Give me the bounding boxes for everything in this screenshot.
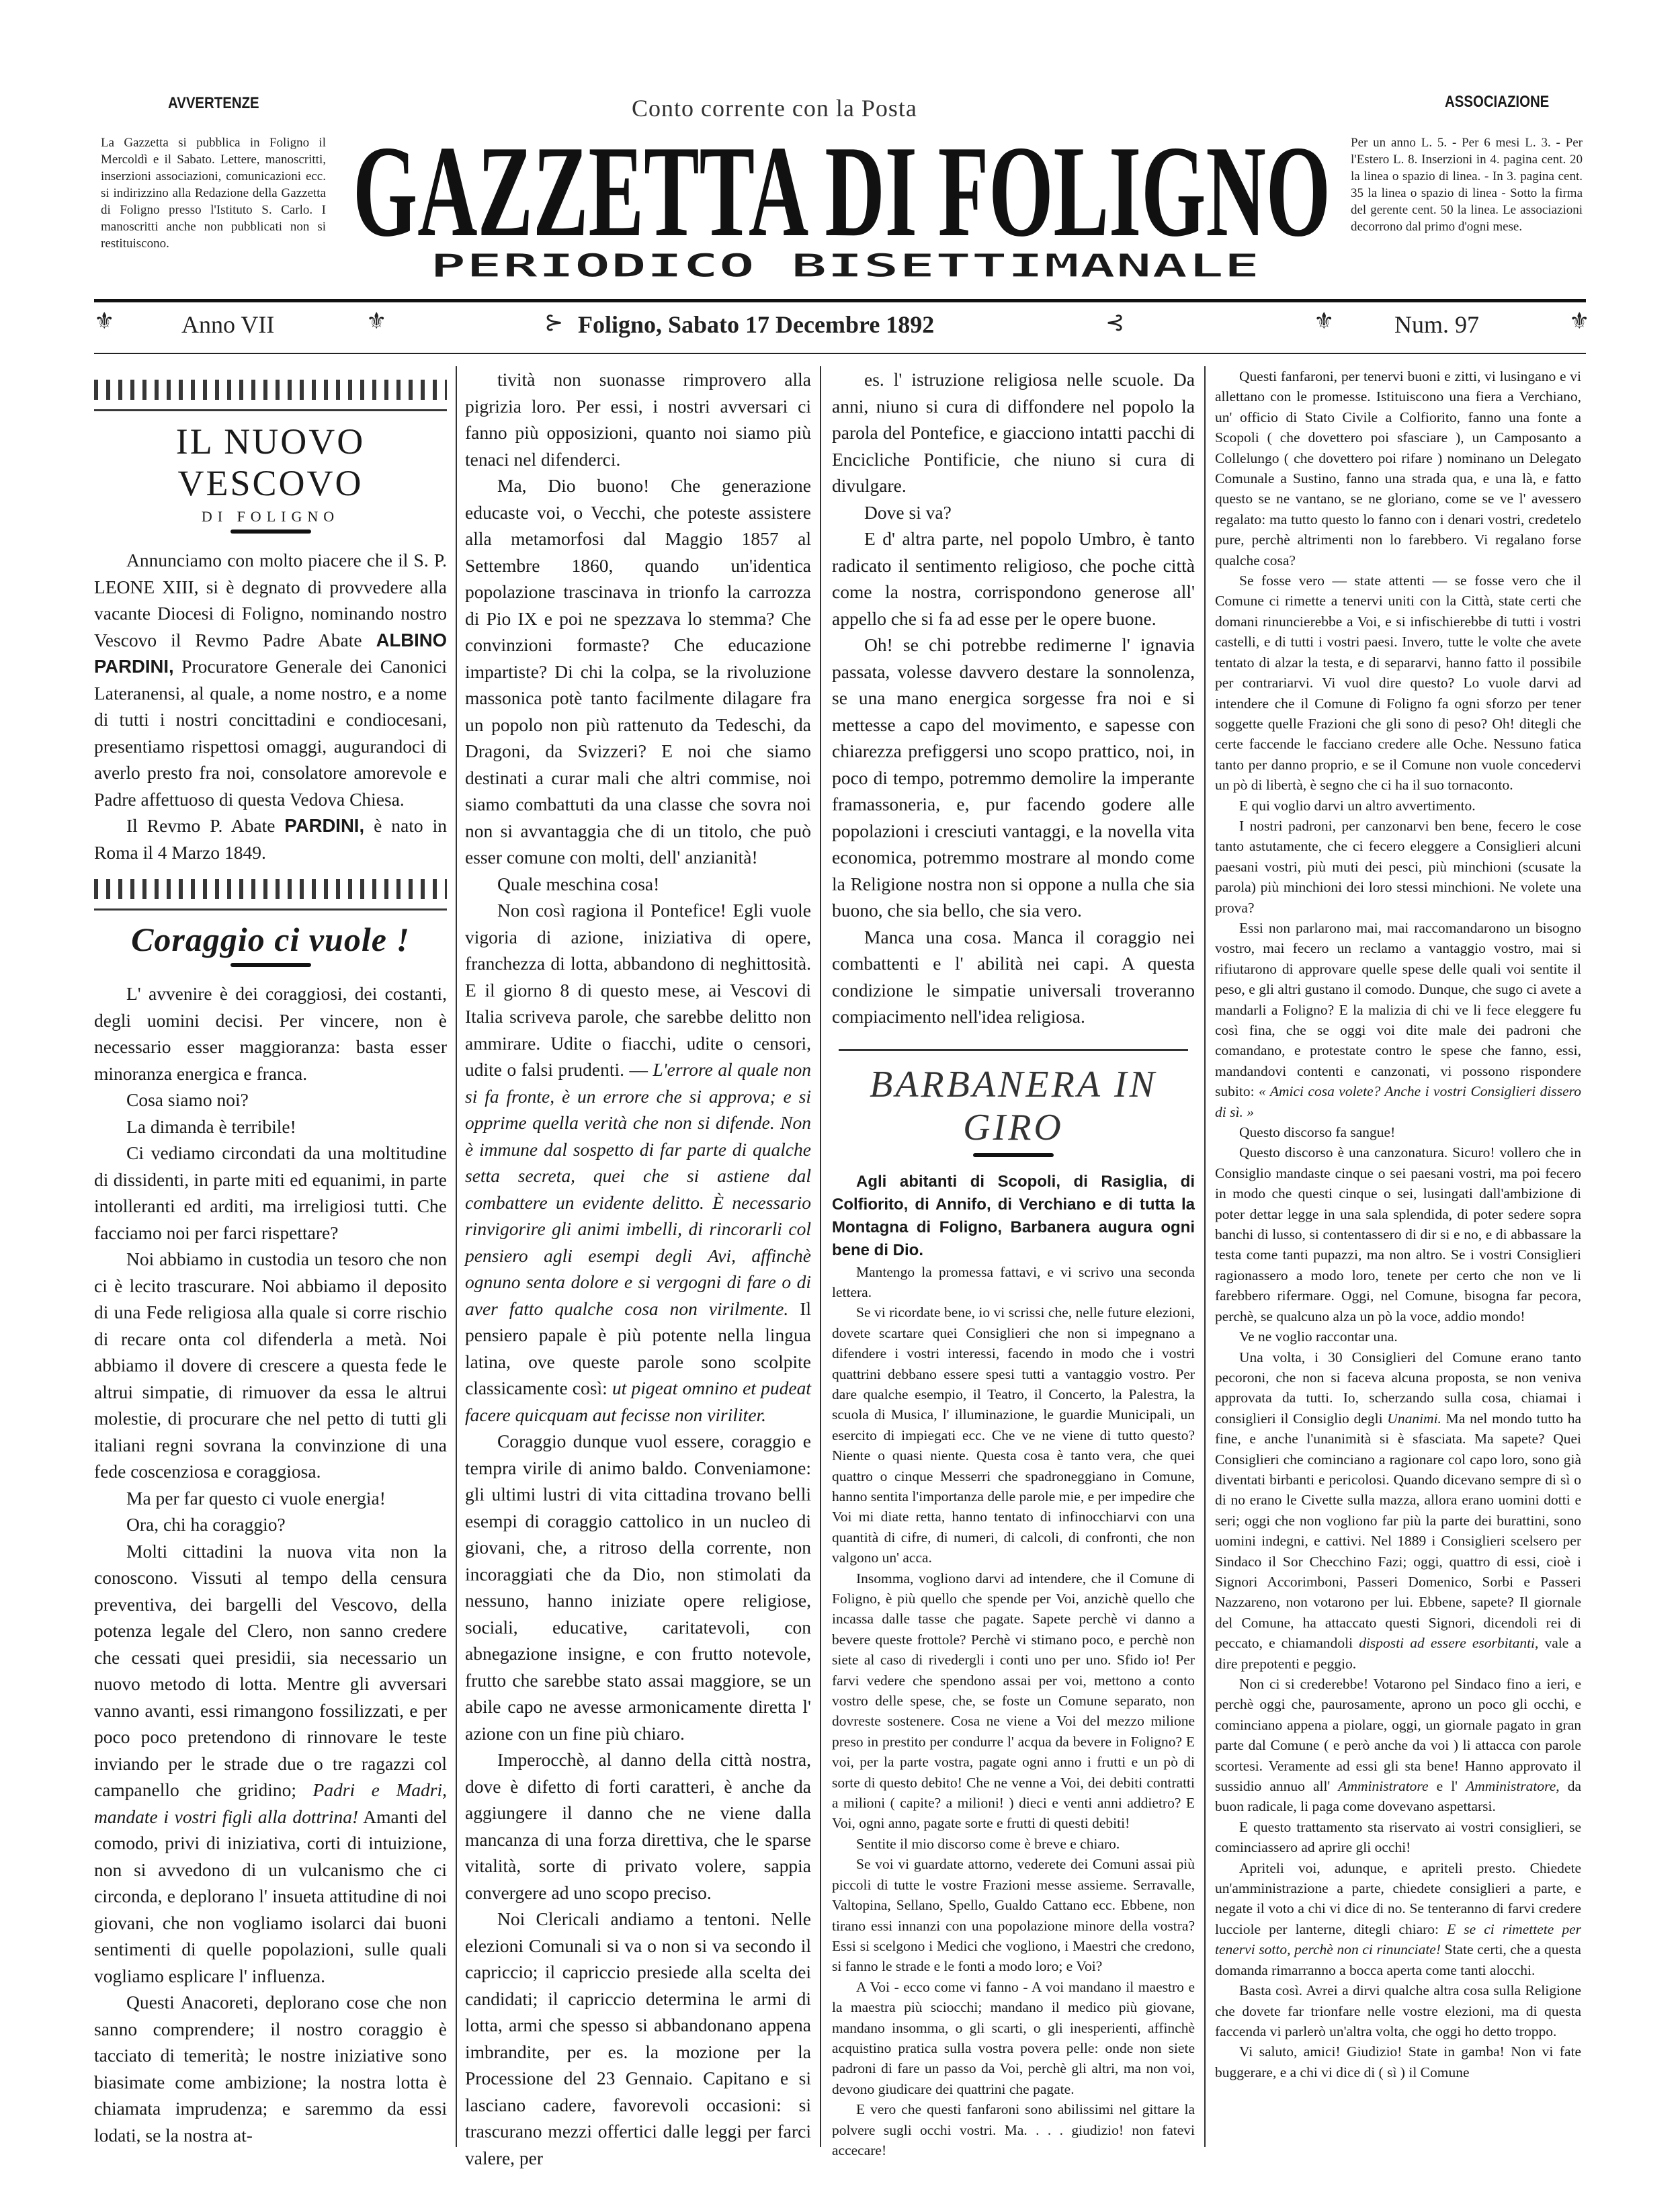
column-separator xyxy=(820,366,821,2147)
paragraph xyxy=(832,1262,1195,1303)
paragraph xyxy=(94,1538,447,1990)
text-run: da buon radicale, li paga come dovevano aspettarsi. xyxy=(1215,1778,1581,1815)
text-run: è nato in Roma il 4 Marzo 1849. xyxy=(94,815,447,863)
text-run: Noi abbiamo in custodia un tesoro che non ci è lecito trascurare. Noi abbiamo il deposito di una Fede religiosa alla quale si corre rischio di recare onta col difenderla a metà. Noi abbiamo il dovere di crescere a questa fede le altrui simpatie, di rimuover da essa le altrui molestie, di procurare che nel petto di tutti gli italiani regni sovrana la convinzione di una fede coscenziosa e coraggiosa. xyxy=(94,1249,447,1482)
column-3 xyxy=(832,366,1195,2158)
paragraph xyxy=(1215,1980,1581,2041)
italic-text-run: Unanimi. xyxy=(1387,1410,1441,1427)
text-run: Se fosse vero — state attenti — se fosse vero che il Comune ci rimette a tenervi uniti con la Città, state certi che domani rinuncierebbe a Voi, e si infischierebbe di tutti i vostri castelli, e di tutti i vostri paesi. Invero, tutte le volte che avete tentato di alzar la testa, e di separarvi, hanno fatto il possibile per contrariarvi. Vi vuol dire questo? Lo vuole darvi ad intendere che il Comune di Foligno fa ogni sforzo per tener soggette quelle Frazioni che gli sono di peso? Oh! ditegli che certe faccende le facciano credere alle Oche. Nessuno fatica tanto per danno proprio, e se il Comune non vuole concedervi un pò di libertà, è segno che ci ha il suo tornaconto. xyxy=(1215,573,1581,794)
text-run: Ma nel mondo tutto ha fine, e anche l'unanimità si è sfasciata. Ma sapete? Quei Consiglieri che cominciano a ragionare col capo loro, sono già diventati birbanti e pericolosi. Quando dicevano sempre di sì o di no erano le Civette sulla mazza, allora erano uomini dotti e seri; oggi che non vogliono far più la parte dei burattini, sono uomini indegni, e cattivi. Nel 1889 i Consiglieri scelsero per Sindaco il Sor Checchino Fazi; oggi, quattro di essi, cioè i Signori Accorimboni, Passeri Domenico, Sorbi e Passeri Nazzareno, non votarono per lui. Ebbene, sapete? Il giornale del Comune, ha attaccato questi Signori, dicendoli rei di peccato, e chiamandoli xyxy=(1215,1410,1581,1652)
text-run: A Voi - ecco come vi fanno - A voi mandano il maestro e la maestra più sciocchi; mandano il medico più giovane, mandano insomma, o gli scarti, o gli inesperienti, affinchè acquistino pratica sulla vostra povera pelle: onde non siete padroni di fare un passo da Voi, perchè gli altri, ma non voi, devono giudicare dei quattrini che pagate. xyxy=(832,1978,1195,2097)
fleuron-icon: ⚜ xyxy=(1569,309,1590,334)
paragraph xyxy=(465,897,811,1428)
paragraph xyxy=(1215,816,1581,918)
paragraph xyxy=(1215,1347,1581,1675)
paragraph xyxy=(94,1140,447,1246)
paragraph xyxy=(1215,796,1581,816)
text-run: I nostri padroni, per canzonarvi ben bene, fecero le cose tanto astutamente, che ci fecero eleggere a Consiglieri alcuni paesani vostri, più muti dei pesci, più minchioni (scusate la parola) più minchioni dei loro stessi minchioni. Ne volete una prova? xyxy=(1215,817,1581,916)
paragraph xyxy=(465,1428,811,1746)
text-run: E qui voglio darvi un altro avvertimento. xyxy=(1239,797,1476,814)
paragraph xyxy=(1215,366,1581,570)
paragraph xyxy=(94,1485,447,1512)
conto-corrente-note: Conto corrente con la Posta xyxy=(632,95,917,122)
ornament-border xyxy=(94,879,447,911)
text-run: Oh! se chi potrebbe redimerne l' ignavia passata, volesse davvero destare la sonnolenza, se una mano energica sorgesse fra noi e si mettesse a capo del movimento, e sapesse con chiarezza prefiggersi uno scopo prattico, noi, in poco di tempo, potremmo demolire la imperante framassoneria, e, pur facendo godere alle popolazioni i cresciuti vantaggi, e la novella vita economica, potremmo mostrare al mondo come la Religione nostra non si oppone a nulla che sia buono, che sia bello, che sia vero. xyxy=(832,634,1195,921)
article-headline: BARBANERA IN GIRO xyxy=(870,1063,1157,1148)
paragraph xyxy=(1215,2041,1581,2082)
italic-text-run: ut pigeat omnino et pudeat facere quicquam aut fecisse non viriliter. xyxy=(465,1378,811,1425)
text-run: Sentite il mio discorso come è breve e chiaro. xyxy=(856,1835,1120,1852)
text-run: Insomma, vogliono darvi ad intendere, che il Comune di Foligno, è più quello che spende per Voi, anzichè quello che incassa dalle tasse che pagate. Sapete perchè vi danno a bevere queste frottole? Perchè vi stimano poco, e perchè non siete al caso di rivedergli i conti uno per uno. Sfido io! Per farvi vedere che spendono assai per voi, mettono a conto vostro delle spese, che, se foste un Comune separato, non dovreste sostenere. Cosa ne viene a Voi del mezzo milione preso in prestito per condurre l' acqua da bevere in Foligno? E voi, per la parte vostra, pagate ogni anno i frutti e un pò di sorte di questo debito! Che ne venne a Voi, dei debiti contratti a milioni ( capite? a milioni! ) dieci e venti anni addietro? E Voi, ogni anno, pagate sorte e frutti di questi debiti! xyxy=(832,1570,1195,1832)
paragraph xyxy=(832,1568,1195,1834)
text-run: Apriteli voi, adunque, e apriteli presto. Chiedete un'amministrazione a parte, chiedete consiglieri a parte, e negate il voto a chi vi dice di no. Se tenteranno di farvi credere lucciole per lanterne, ditegli chiaro: xyxy=(1215,1859,1581,1937)
text-run: vale a dire prepotenti e peggio. xyxy=(1215,1635,1581,1672)
paragraph xyxy=(832,924,1195,1030)
dateline: Foligno, Sabato 17 Decembre 1892 xyxy=(578,311,935,338)
paragraph xyxy=(832,2099,1195,2160)
text-run: Questo discorso è una canzonatura. Sicuro! vollero che in Consiglio mandaste cinque o sei paesani vostri, ma poi fecero in modo che questi cinque o sei, lusingati dall'ambizione di poter dettar legge in una sala splendida, di poter sedere sopra banchi di lusso, si contentassero di dir si e no, e di abbassare la testa come tanti pupazzi, ma non altro. Se i vostri Consiglieri ragionassero a modo loro, tenete per certo che non ve li farebbero rifermare. Oggi, nel Comune, bisogna far pecora, perchè, se qualcuno alza un pò la voce, addio mondo! xyxy=(1215,1144,1581,1324)
text-run: E d' altra parte, nel popolo Umbro, è tanto radicato il sentimento religioso, che poche città come la nostra, corrispondono generose all' appello che si fa ad esse per le opere buone. xyxy=(832,528,1195,629)
text-run: Annunciamo con molto piacere che il S. P. LEONE XIII, si è degnato di provvedere alla vacante Diocesi di Foligno, nominando nostro Vescovo il Revmo Padre Abate xyxy=(94,550,447,650)
text-run: Essi non parlarono mai, mai raccomandarono un bisogno vostro, mai fecero un reclamo a vantaggio vostro, mai si rifiutarono di approvare quelle spese delle quali voi sentite il peso, e gli altri gustano il comodo. Dunque, che sugo ci avete a mandarli a Foligno? E la malizia di chi ve li fece eleggere fu così fina, che se oggi voi dite male dei padroni che comandano, e protestate contro le spese che fanno, essi, mandandovi contenti e canzonati, vi possono rispondere subito: xyxy=(1215,919,1581,1100)
column-4 xyxy=(1215,366,1581,2154)
paragraph xyxy=(832,499,1195,526)
paragraph xyxy=(832,366,1195,499)
text-run: Coraggio dunque vuol essere, coraggio e tempra virile di animo baldo. Conveniamone: gli ultimi lustri di vita cittadina trovano belli esempi di coraggio cattolico in un nucleo di giovani, che, a ritroso della corrente, non incoraggiati che da Dio, non stimolati da nessuno, hanno iniziate opere religiose, sociali, educative, caritatevoli, con abnegazione insigne, e con frutto notevole, frutto che sarebbe stato assai maggiore, se un abile capo ne avesse armonicamente diretta l' azione con un fine più chiaro. xyxy=(465,1431,811,1744)
italic-text-run: E se ci rimettete per tenervi sotto, perchè non ci rinunciate! xyxy=(1215,1920,1581,1958)
associazione-text: Per un anno L. 5. - Per 6 mesi L. 3. - Per l'Estero L. 8. Inserzioni in 4. pagina cent. 20 la linea o spazio di linea. - In 3. pagina cent. 35 la linea o spazio di linea - Sotto la firma del gerente cent. 50 la linea. Le associazioni decorrono dal primo d'ogni mese. xyxy=(1351,136,1583,234)
paragraph xyxy=(1215,1674,1581,1817)
text-run: Noi Clericali andiamo a tentoni. Nelle elezioni Comunali si va o non si va secondo il capriccio; il capriccio presiede alla scelta dei candidati; il capriccio determina le armi di lotta, armi che spesso si abbandonano appena imbrandite, per es. la mozione per la Processione del 23 Gennaio. Capitano e si lasciano cadere, favorevoli occasioni: si trascurano mezzi offertici dalle leggi per farci valere, per xyxy=(465,1908,811,2168)
text-run: Procuratore Generale dei Canonici Lateranensi, al quale, a nome nostro, e a nome di tutti i nostri concittadini e condiocesani, presentiamo rispettosi omaggi, augurandoci di averlo presto fra noi, consolatore amorevole e Padre affettuoso di questa Vedova Chiesa. xyxy=(94,656,447,810)
text-run: Imperocchè, al danno della città nostra, dove è difetto di forti caratteri, è anche da aggiungere il danno che ne viene dalla mancanza di una forza direttiva, che le sparse vitalità, sorte di privato volere, sappia convergere ad uno scopo preciso. xyxy=(465,1749,811,1903)
paragraph xyxy=(465,1746,811,1906)
text-run: Il Revmo P. Abate xyxy=(126,815,285,836)
column-2 xyxy=(465,366,811,2168)
avvertenze-title: AVVERTENZE xyxy=(168,94,259,112)
text-run: L' avvenire è dei coraggiosi, dei costanti, degli uomini decisi. Per vincere, non è necessario esser maggioranza: basta esser minoranza energica e franca. xyxy=(94,983,447,1084)
paragraph xyxy=(465,472,811,871)
text-run: Ma per far questo ci vuole energia! xyxy=(126,1487,386,1509)
paragraph xyxy=(832,632,1195,924)
text-run: Se vi ricordate bene, io vi scrissi che, nelle future elezioni, dovete scartare quei Consiglieri che non si impegnano a difendere i vostri interessi, facendo in modo che i vostri quattrini debbano essere spesi tutti a vantaggio vostro. Per dare qualche esempio, il Teatro, il Concerto, la Palestra, la scuola di Musica, l' illuminazione, le guardie Municipali, un esercito di impiegati ecc. Che ve ne viene di tutto questo? Niente o quasi niente. Questa cosa è tanto vera, che quei quattro o cinque Messerri che spadroneggiano in Comune, hanno sentita l'importanza delle parole mie, e per impedire che Voi mi diate retta, hanno tentato di infinocchiarvi con una quantità di cifre, di numeri, di calcoli, di confronti, che non valgono un' acca. xyxy=(832,1304,1195,1566)
fleuron-icon: ⚜ xyxy=(94,309,115,334)
avvertenze-text: La Gazzetta si pubblica in Foligno il Mercoldì e il Sabato. Lettere, manoscritti, inserzioni associazioni, comunicazioni ecc. si indirizzino alla Redazione della Gazzetta di Foligno presso l'Istituto S. Carlo. I manoscritti anche non pubblicati non si restituiscono. xyxy=(101,136,326,251)
text-run: E questo trattamento sta riservato ai vostri consiglieri, se cominciassero ad aprire gli occhi! xyxy=(1215,1818,1581,1856)
paragraph xyxy=(94,1113,447,1140)
text-run: e l' xyxy=(1428,1778,1466,1795)
italic-text-run: disposti ad essere esorbitanti, xyxy=(1359,1635,1539,1652)
paragraph xyxy=(94,1246,447,1485)
text-run: Ora, chi ha coraggio? xyxy=(126,1514,286,1535)
paragraph xyxy=(1215,918,1581,1122)
text-run: Molti cittadini la nuova vita non la conoscono. Vissuti al tempo della censura preventiva, dei bargelli del Vescovo, della potenza legale del Clero, non sanno credere che cessati quei presidii, sia necessario un nuovo metodo di lotta. Mentre gli avversari vanno avanti, essi rimangono fossilizzati, e per poco poco pretendono di rinnovare le teste inviando per le strade due o tre ragazzi col campanello che gridino; xyxy=(94,1540,447,1800)
text-run: Il pensiero papale è più potente nella lingua latina, ove queste parole sono scolpite classicamente così: xyxy=(465,1298,811,1398)
text-run: Basta così. Avrei a dirvi qualche altra cosa sulla Religione che dovete far trionfare nelle vostre elezioni, ma di questa faccenda vi parlerò un'altra volta, che oggi ho detto troppo. xyxy=(1215,1982,1581,2039)
text-run: Manca una cosa. Manca il coraggio nei combattenti e l' abilità nei capi. A questa condizione le simpatie universali troveranno compiacimento nell'idea religiosa. xyxy=(832,926,1195,1027)
column-1 xyxy=(94,366,447,2154)
paragraph xyxy=(832,525,1195,632)
text-run: E vero che questi fanfaroni sono abilissimi nel gittare la polvere sugli occhi vostri. Ma. . . . giudizio! non fatevi accecare! xyxy=(832,2101,1195,2158)
paragraph xyxy=(1215,1122,1581,1142)
paragraph xyxy=(1215,1326,1581,1347)
text-run: Vi saluto, amici! Giudizio! State in gamba! Non vi fate buggerare, e a chi vi dice di ( sì ) il Comune xyxy=(1215,2043,1581,2080)
article-subheadline: DI FOLIGNO xyxy=(201,508,340,525)
newspaper-title-text: GAZZETTA DI FOLIGNO xyxy=(353,119,1331,264)
paragraph xyxy=(465,1906,811,2171)
bold-name: PARDINI, xyxy=(284,815,365,836)
text-run: Agli abitanti di Scopoli, di Rasiglia, di Colfiorito, di Annifo, di Verchiano e di tutta la Montagna di Foligno, Barbanera augura ogni bene di Dio. xyxy=(832,1172,1195,1259)
paragraph xyxy=(832,1977,1195,2099)
newspaper-title xyxy=(353,119,1334,264)
text-run: Non così ragiona il Pontefice! Egli vuole vigoria di azione, iniziativa di opere, franchezza di lotta, abbandono di neghittosità. E il giorno 8 di questo mese, ai Vescovi di Italia scriveva parole, che sarebbe delitto non ammirare. Udite o fiacchi, udite o censori, udite o falsi prudenti. — xyxy=(465,900,811,1080)
text-run: tività non suonasse rimprovero alla pigrizia loro. Per essi, i nostri avversari ci fanno più opposizioni, quanto noi siamo più tenaci nel difenderci. xyxy=(465,369,811,470)
dash-ornament xyxy=(230,963,311,967)
italic-text-run: L'errore al quale non si fa fronte, è un errore che si approva; e si opprime quella verità che non si difende. Non è immune dal sospetto di far parte di qualche setta secreta, quei che si astiene dal combattere un evidente delitto. È necessario rinvigorire gli animi imbelli, di rincorarli col pensiero agli esempi degli Avi, affinchè ognuno senta dolore e si vergogni di fare o di aver fatto qualche cosa non virilmente. xyxy=(465,1059,811,1319)
italic-text-run: Amministratore, xyxy=(1466,1778,1560,1795)
fleuron-icon: ⚜ xyxy=(366,309,387,334)
text-run: Dove si va? xyxy=(864,501,952,523)
paragraph xyxy=(1215,1858,1581,1980)
column-separator xyxy=(1204,366,1206,2147)
text-run: Ve ne voglio raccontar una. xyxy=(1239,1328,1398,1345)
text-run: La dimanda è terribile! xyxy=(126,1115,296,1137)
dash-ornament xyxy=(230,530,311,534)
associazione-title: ASSOCIAZIONE xyxy=(1445,93,1550,111)
article-headline: IL NUOVO VESCOVO xyxy=(175,421,366,503)
text-run: Se voi vi guardate attorno, vederete dei Comuni assai più piccoli di tutte le vostre Frazioni messe assieme. Serravalle, Valtopina, Sellano, Spello, Gualdo Cattano ecc. Ebbene, non tirano essi innanzi con una popolazione minore della vostra? Essi si scelgono i Medici che vogliono, i Maestri che credono, si fanno le strade e le fonti a modo loro; e Voi? xyxy=(832,1856,1195,1975)
text-run: Mantengo la promessa fattavi, e vi scrivo una seconda lettera. xyxy=(832,1263,1195,1300)
text-run: State certi, che a questa domanda rimarranno a bocca aperta come tanti alocchi. xyxy=(1215,1941,1581,1978)
paragraph xyxy=(94,547,447,812)
text-run: Quale meschina cosa! xyxy=(497,873,660,894)
paragraph xyxy=(832,1854,1195,1976)
dash-ornament xyxy=(973,1153,1054,1157)
ornament-border xyxy=(94,380,447,411)
paragraph xyxy=(94,1511,447,1538)
text-run: Ci vediamo circondati da una moltitudine di dissidenti, in parte miti ed equanimi, in parte intolleranti ed arditi, ma irreligiosi tutti. Che facciamo noi per farci rispettare? xyxy=(94,1142,447,1243)
bold-name: ALBINO PARDINI, xyxy=(94,629,447,677)
ornament-left-icon: ⊱ xyxy=(544,310,564,335)
italic-text-run: « Amici cosa volete? Anche i vostri Consiglieri dissero di sì. » xyxy=(1215,1083,1581,1120)
masthead-rule xyxy=(94,299,1586,302)
newspaper-subtitle xyxy=(430,247,1263,285)
text-run: Una volta, i 30 Consiglieri del Comune erano tanto pecoroni, che non si faceva alcuna proposta, se non veniva approvata da tutti. Io, scherzando sulla cosa, chiamai i consiglieri il Consiglio degli xyxy=(1215,1349,1581,1427)
paragraph xyxy=(1215,1142,1581,1326)
text-run: es. l' istruzione religiosa nelle scuole. Da anni, niuno si cura di diffondere nel popolo la parola del Pontefice, e giacciono intatti pacchi di Encicliche Pontificie, che niuno si cura di divulgare. xyxy=(832,369,1195,496)
text-run: Cosa siamo noi? xyxy=(126,1089,249,1110)
text-run: Questi fanfaroni, per tenervi buoni e zitti, vi lusingano e vi allettano con le promesse. Istituiscono una fiera a Verchiano, un' officio di Stato Civile a Colfiorito, fanno una fonte a Scopoli ( che dovettero poi sfasciare ), un Camposanto a Collelungo ( che dovettero poi rifare ) nominano un Delegato Comunale a Sustino, fanno una strada qua, e una là, e fatto questo se ne vantano, se ne gloriano, come se ve l' avessero regalato: ma tutto questo lo fanno con i denari vostri, credetelo pure, perchè altrimenti non lo farebbero. Vi regalano forse qualche cosa? xyxy=(1215,368,1581,568)
paragraph xyxy=(1215,570,1581,795)
dateline-rule xyxy=(94,353,1586,354)
paragraph xyxy=(94,1087,447,1113)
article-headline: Coraggio ci vuole ! xyxy=(131,921,410,958)
text-run: Non ci si crederebbe! Votarono pel Sindaco fino a ieri, e perchè oggi che, paurosamente, aprono un poco gli occhi, e cominciano appena a piolare, oggi, un giornale pagato in gran parte dal Comune ( e però anche da voi ) li attacca con parole scortesi. Veramente ad essi gli sta bene! Hanno approvato il sussidio annuo all' xyxy=(1215,1676,1581,1795)
paragraph xyxy=(94,1989,447,2148)
paragraph xyxy=(94,812,447,865)
text-run: Questi Anacoreti, deplorano cose che non sanno comprendere; il nostro coraggio è tacciato di temerità; le nostre iniziative sono biasimate come ambizione; la nostra lotta è chiamata imprudenza; e saremmo da essi lodati, se la nostra at- xyxy=(94,1992,447,2146)
column-separator xyxy=(456,366,457,2147)
text-run: Amanti del comodo, privi di iniziativa, corti di intuizione, non si avvedono di un vulcanismo che ci circonda, e deplorano l' insueta attitudine di noi giovani, che non vogliamo isolarci dai buoni sentimenti di quelle popolazioni, sulle quali vogliamo esplicare l' influenza. xyxy=(94,1806,447,1986)
anno-label: Anno VII xyxy=(181,311,275,338)
paragraph xyxy=(94,980,447,1087)
section-divider xyxy=(839,1049,1188,1051)
dedication-paragraph xyxy=(832,1171,1195,1262)
italic-text-run: Amministratore xyxy=(1338,1778,1429,1795)
text-run: Questo discorso fa sangue! xyxy=(1239,1124,1396,1141)
paragraph xyxy=(832,1302,1195,1568)
text-run: Ma, Dio buono! Che generazione educaste voi, o Vecchi, che poteste assistere alla metamorfosi dal Maggio 1857 al Settembre 1860, quando un'identica popolazione trascinava in trionfo la carrozza di Pio IX e poi ne spezzava lo stemma? Che convinzioni formaste? Che educazione impartiste? Di chi la colpa, se la rivoluzione massonica potè tanto facilmente dilagare fra un popolo non più rattenuto da Tedeschi, da Dragoni, da Svizzeri? E noi che siamo destinati a curar mali che altri commise, noi siamo combattuti da una classe che sovra noi non si avvantaggia che di un titolo, che può esser comune con molti, dell' anzianità! xyxy=(465,475,811,868)
paragraph xyxy=(832,1834,1195,1854)
newspaper-subtitle-text: PERIODICO BISETTIMANALE xyxy=(430,247,1260,285)
italic-text-run: Padri e Madri, mandate i vostri figli alla dottrina! xyxy=(94,1779,447,1827)
fleuron-icon: ⚜ xyxy=(1314,309,1335,334)
paragraph xyxy=(1215,1817,1581,1858)
paragraph xyxy=(465,871,811,898)
paragraph xyxy=(465,366,811,472)
issue-number: Num. 97 xyxy=(1394,311,1479,338)
ornament-right-icon: ⊰ xyxy=(1105,310,1125,335)
